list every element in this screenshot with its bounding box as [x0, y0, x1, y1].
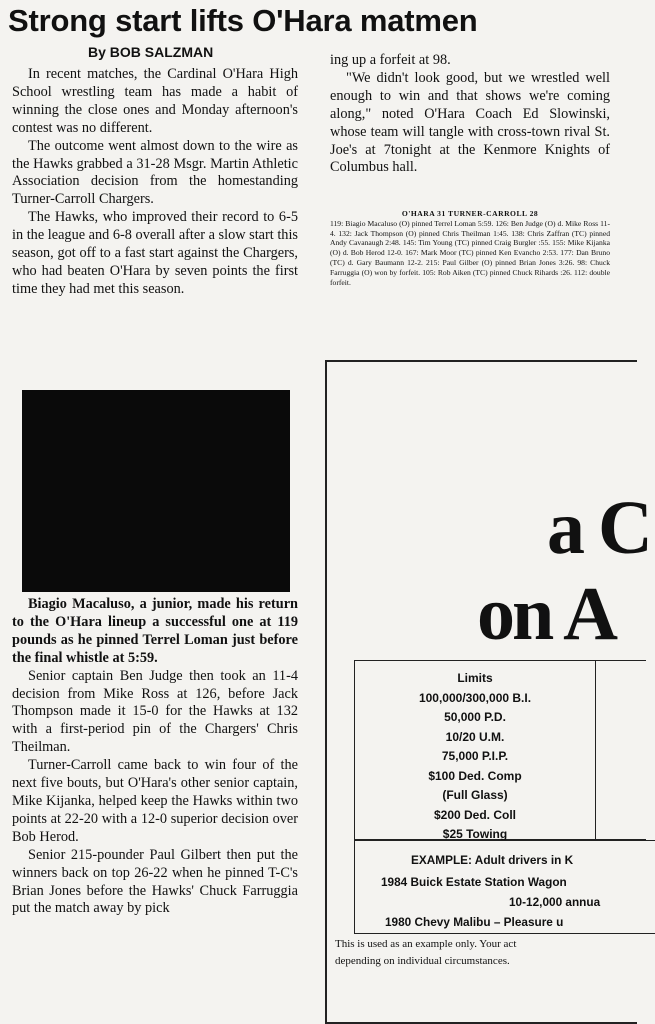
ad-headline-line-2: on A: [477, 572, 615, 656]
limit-item: 50,000 P.D.: [444, 710, 506, 724]
rates-box: [595, 660, 646, 840]
limit-item: $200 Ded. Coll: [433, 807, 517, 822]
photo-redacted: [22, 390, 290, 592]
footnote-line: depending on individual circumstances.: [335, 955, 510, 967]
paragraph: The Hawks, who improved their record to 6-5 in the league and 6-8 overall after a slow start this season, got off to a fast start against the Chargers, who had beaten O'Hara by seven points the first time they had met this season.: [12, 209, 298, 297]
headline: Strong start lifts O'Hara matmen: [8, 3, 478, 38]
limit-item: 10/20 U.M.: [445, 729, 505, 744]
example-line: 1984 Buick Estate Station Wagon: [381, 875, 567, 889]
example-box: [354, 840, 655, 934]
article-column-1: [12, 66, 298, 299]
article-column-1-continued: [12, 596, 298, 918]
insurance-advertisement: [325, 360, 650, 1024]
ad-footnote: [335, 936, 516, 970]
limits-box: [354, 660, 596, 840]
example-line: 1980 Chevy Malibu – Pleasure u: [385, 915, 564, 929]
limit-item: (Full Glass): [442, 788, 508, 802]
paragraph: ing up a forfeit at 98.: [330, 52, 451, 68]
article-column-2: [330, 52, 610, 177]
limits-title: Limits: [457, 671, 493, 685]
footnote-line: This is used as an example only. Your act: [335, 938, 517, 950]
results-body: 119: Biagio Macaluso (O) pinned Terrel Loman 5:59. 126: Ben Judge (O) d. Mike Ross 11-4. 132: Jack Thompson (O) pinned Chris Theilman 1:45. 138: Chris Zaffran (TC) pinned Andy Cavanaugh 2:48. 145: Tim Young (TC) pinned Craig Burgler :55. 155: Mike Kijanka (O) d. Bob Herod 12-0. 167: Mark Moor (TC) pinned Ken Evancho 2:53. 177: Dan Bruno (TC) d. Gary Baumann 12-2. 215: Paul Gilber (O) pinned Brian Jones 3:26. 98: Chuck Farruggia (O) won by forfeit. 105: Rob Aiken (TC) pinned Chuck Rihards :26. 112: double forfeit.: [330, 218, 610, 287]
photo-caption: Biagio Macaluso, a junior, made his return to the O'Hara lineup a successful one at 119 pounds as he pinned Terrel Loman just before the final whistle at 5:59.: [12, 596, 298, 666]
paragraph: Turner-Carroll came back to win four of the next five bouts, but O'Hara's other senior captain, Mike Kijanka, helped keep the Hawks within two points at 22-20 with a 12-0 superior decision over Bob Herod.: [12, 757, 298, 845]
limits-list: [355, 669, 595, 845]
example-line: 10-12,000 annua: [509, 895, 601, 909]
limit-item: 75,000 P.I.P.: [441, 749, 509, 763]
limit-item: $100 Ded. Comp: [428, 768, 522, 783]
paragraph: In recent matches, the Cardinal O'Hara High School wrestling team has made a habit of winning the close ones and Monday afternoon's contest was no different.: [12, 66, 298, 136]
ad-headline-line-1: a C: [547, 486, 650, 570]
example-title: EXAMPLE: Adult drivers in K: [411, 853, 574, 867]
limit-item: $25 Towing: [442, 827, 508, 841]
paragraph: Senior 215-pounder Paul Gilbert then put the winners back on top 26-22 when he pinned T-C's Brian Jones before the Hawks' Chuck Farruggia put the match away by pick: [12, 846, 298, 917]
paragraph: The outcome went almost down to the wire as the Hawks grabbed a 31-28 Msgr. Martin Athletic Association decision from the homestanding Turner-Carroll Chargers.: [12, 137, 298, 208]
results-title: O'HARA 31 TURNER-CARROLL 28: [401, 209, 539, 218]
paragraph: Senior captain Ben Judge then took an 11-4 decision from Mike Ross at 126, before Jack Thompson made it 15-0 for the Hawks at 132 with a first-period pin of the Chargers' Chris Theilman.: [12, 667, 298, 756]
match-results: [330, 209, 610, 287]
byline: By BOB SALZMAN: [88, 44, 214, 60]
paragraph: "We didn't look good, but we wrestled well enough to win and that shows we're coming along," noted O'Hara Coach Ed Slowinski, whose team will tangle with cross-town rival St. Joe's at 7tonight at the Kenmore Knights of Columbus hall.: [330, 69, 610, 176]
limit-item: 100,000/300,000 B.I.: [418, 690, 532, 705]
